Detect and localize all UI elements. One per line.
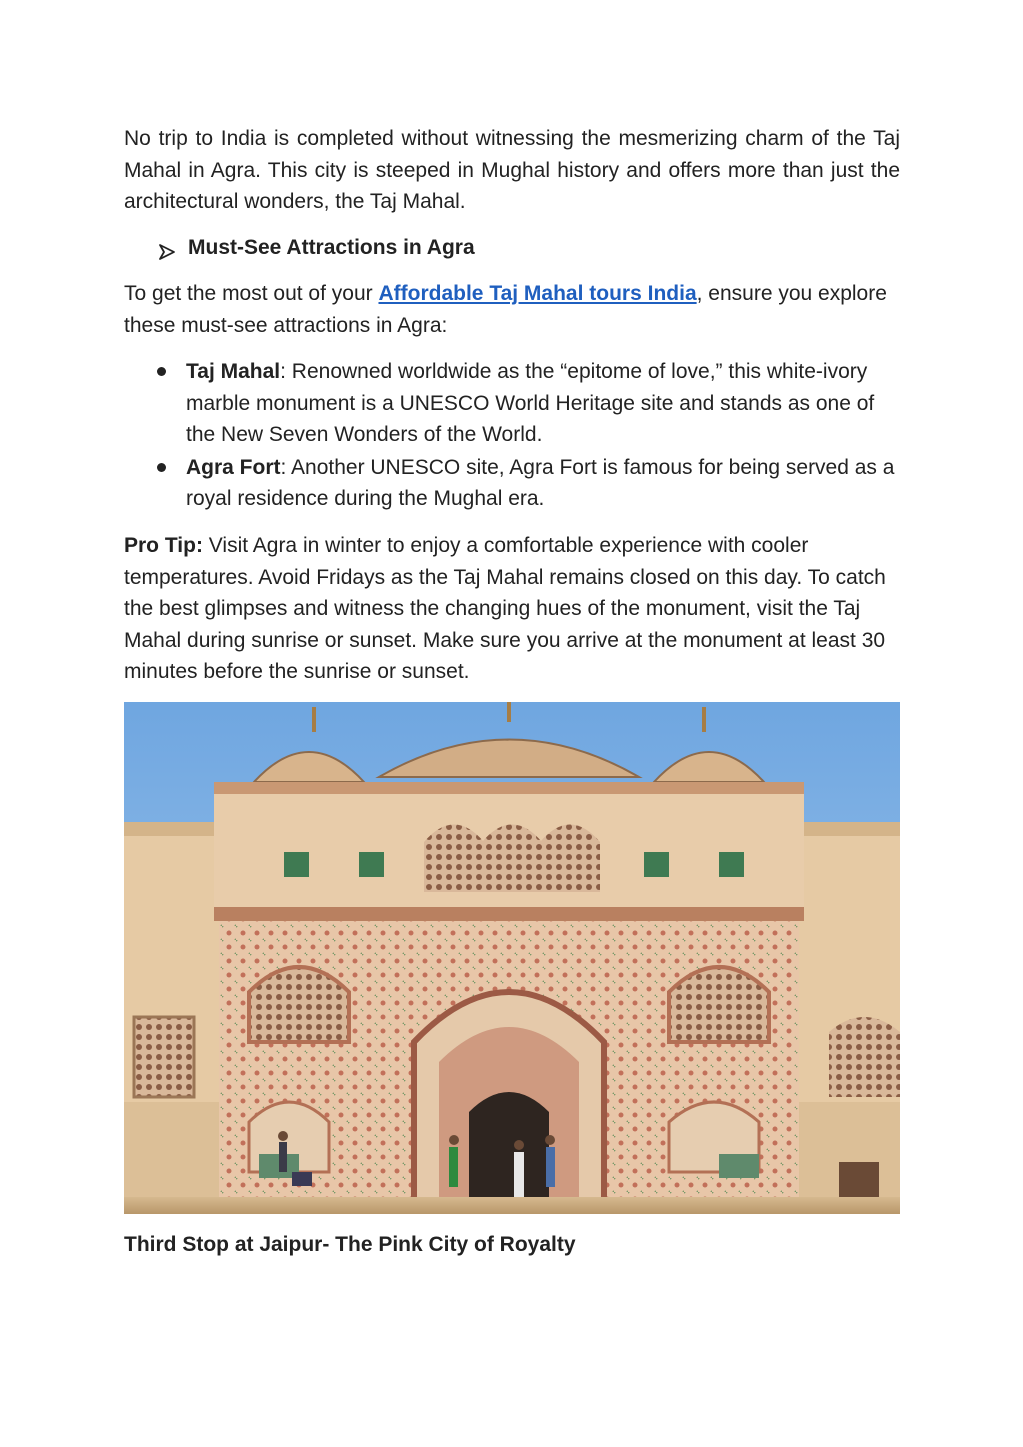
- attractions-list: [124, 356, 900, 516]
- pro-tip-label: Pro Tip:: [124, 534, 203, 557]
- list-item: [124, 356, 900, 451]
- attraction-name: Taj Mahal: [186, 360, 281, 383]
- tours-text-before: To get the most out of your: [124, 282, 379, 305]
- attraction-description: : Another UNESCO site, Agra Fort is famous for being served as a royal residence during the Mughal era.: [186, 455, 895, 510]
- tours-link[interactable]: Affordable Taj Mahal tours India: [378, 282, 697, 305]
- bullet-icon: [157, 463, 166, 472]
- pro-tip-text: Visit Agra in winter to enjoy a comfortable experience with cooler temperatures. Avoid Fridays as the Taj Mahal remains closed on this day. To catch the best glimpses and witness the changing hues of the monument, visit the Taj Mahal during sunrise or sunset. Make sure you arrive at the monument at least 30 minutes before the sunrise or sunset.: [124, 534, 886, 683]
- pro-tip-paragraph: [124, 530, 900, 688]
- attractions-heading-label: Must-See Attractions in Agra: [188, 236, 475, 259]
- arrow-bullet-icon: [158, 239, 176, 257]
- intro-paragraph: No trip to India is completed without witnessing the mesmerizing charm of the Taj Mahal in Agra. This city is steeped in Mughal history and offers more than just the architectural wonders, the Taj Mahal.: [124, 127, 900, 213]
- bullet-icon: [157, 367, 166, 376]
- tours-text-after: , ensure you explore these must-see attractions in Agra:: [124, 282, 887, 337]
- next-section-title: Third Stop at Jaipur- The Pink City of Royalty: [124, 1233, 576, 1256]
- attraction-name: Agra Fort: [186, 455, 281, 479]
- palace-gateway-photo: [124, 702, 900, 1214]
- list-item: [124, 452, 900, 515]
- attraction-description: : Renowned worldwide as the “epitome of love,” this white-ivory marble monument is a UNESCO World Heritage site and stands as one of the New Seven Wonders of the World.: [186, 360, 875, 446]
- attractions-heading: [158, 232, 475, 263]
- tours-paragraph: [124, 278, 900, 341]
